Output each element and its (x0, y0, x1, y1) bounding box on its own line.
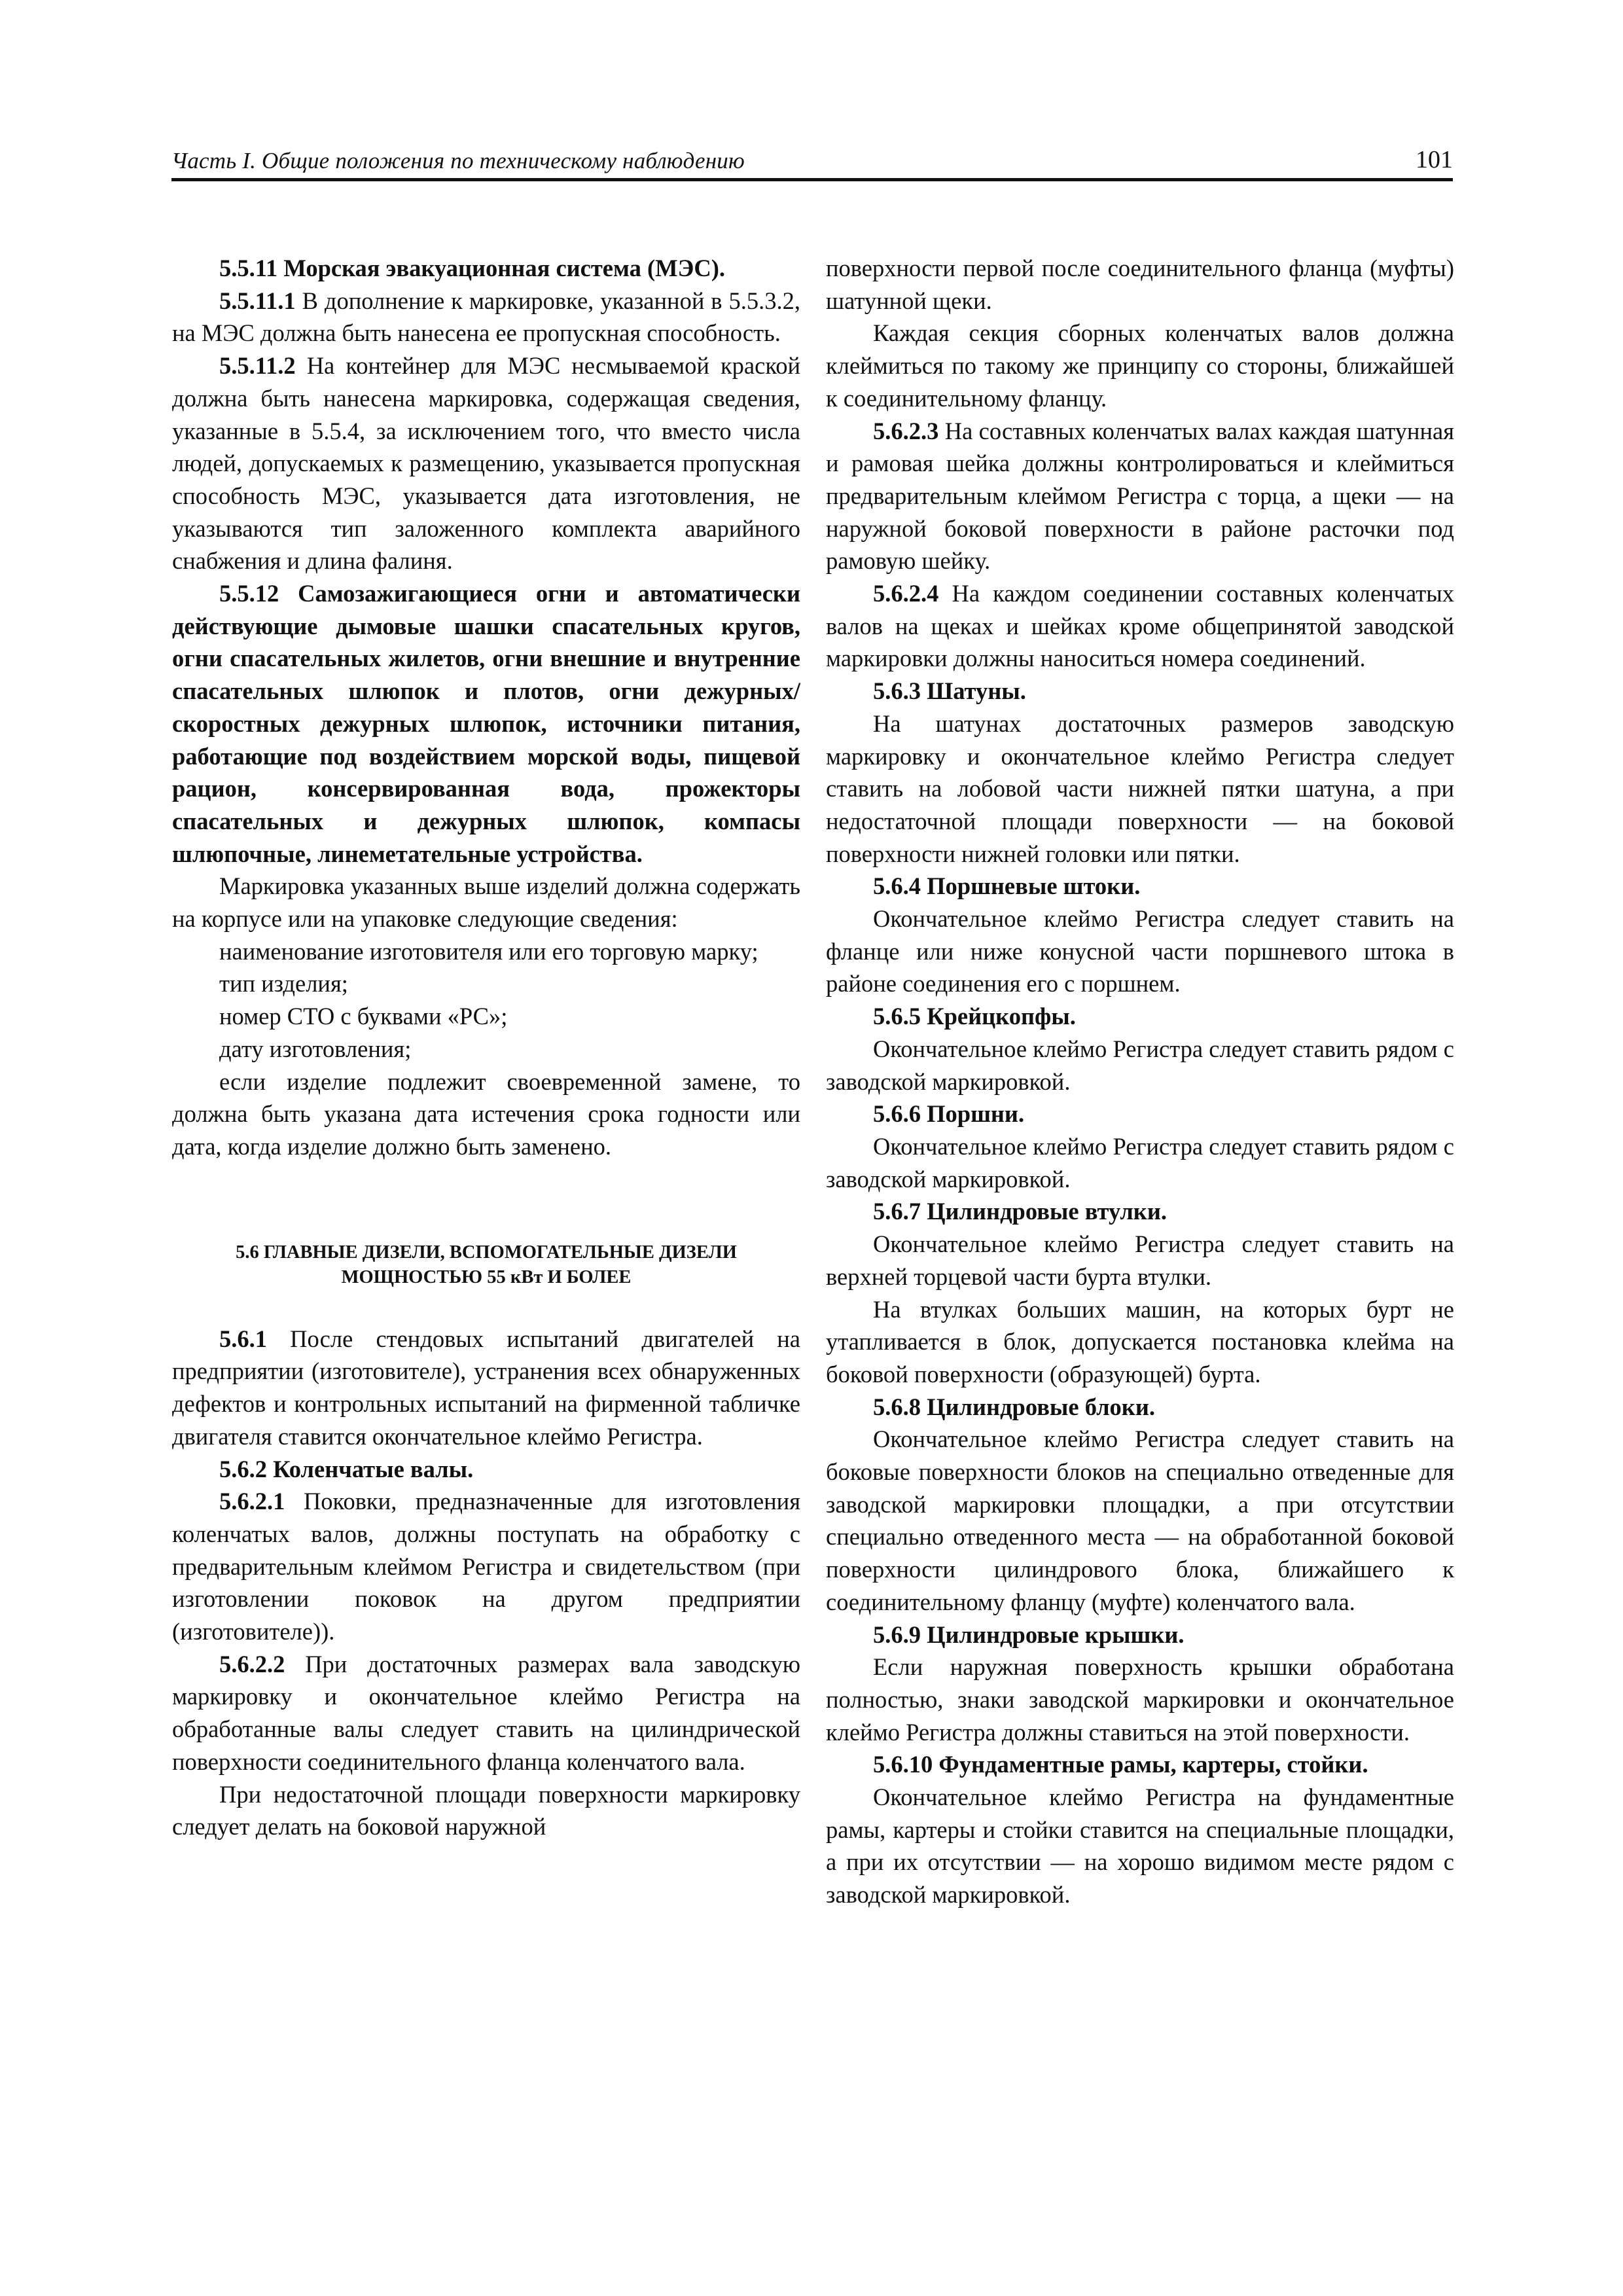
clause-heading: 5.6.7 Цилиндровые втулки. (873, 1198, 1167, 1225)
paragraph-5-5-11 (172, 252, 800, 285)
running-title: Часть I. Общие положения по техническому наблюдению (171, 148, 745, 173)
paragraph-text: На шатунах достаточных размеров заводскую маркировку и окончательное клеймо Регистра следует ставить на лобовой части нижней пятки шатуна, а при недостаточной площади поверхности — на боковой поверхности нижней головки или пятки. (826, 709, 1454, 867)
section-heading-line: 5.6 ГЛАВНЫЕ ДИЗЕЛИ, ВСПОМОГАТЕЛЬНЫЕ ДИЗЕЛИ (236, 1242, 737, 1263)
paragraph-text: На составных коленчатых валах каждая шатунная и рамовая шейка должны контролироваться и клеймиться предварительным клеймом Регистра с торца, а щеки — на наружной боковой поверхности в районе расточки под рамовую шейку. (826, 417, 1454, 575)
paragraph-text: После стендовых испытаний двигателей на предприятии (изготовителе), устранения всех обнаруженных дефектов и контрольных испытаний на фирменной табличке двигателя ставится окончательное клеймо Регистра. (172, 1325, 800, 1450)
paragraph-text: Окончательное клеймо Регистра следует ставить рядом с заводской маркировкой. (826, 1132, 1454, 1193)
clause-number: 5.6.2.4 (873, 580, 939, 607)
paragraph-text: Окончательное клеймо Регистра следует ставить рядом с заводской маркировкой. (826, 1035, 1454, 1095)
clause-number: 5.5.11.1 (219, 287, 296, 314)
section-heading-5-6 (172, 1240, 800, 1290)
paragraph-text: На контейнер для МЭС несмываемой краской должна быть нанесена маркировка, содержащая сведения, указанные в 5.5.4, за исключением того, что вместо числа людей, допускаемых к размещению, указывается пропускная способность МЭС, указывается дата изготовления, не указываются тип заложенного комплекта аварийного снабжения и длина фалиня. (172, 352, 800, 575)
clause-number: 5.6.2.1 (219, 1488, 285, 1515)
section-heading-line: МОЩНОСТЬЮ 55 кВт И БОЛЕЕ (341, 1266, 632, 1287)
clause-number: 5.6.2.2 (219, 1650, 285, 1677)
clause-heading: 5.6.4 Поршневые штоки. (873, 872, 1141, 900)
paragraph-text: поверхности первой после соединительного фланца (муфты) шатунной щеки. (826, 255, 1454, 314)
paragraph-5-6-3 (826, 675, 1454, 708)
paragraph-5-6-2 (172, 1453, 800, 1486)
list-item: тип изделия; (219, 970, 348, 997)
paragraph-5-6-5 (826, 1000, 1454, 1033)
paragraph-text: Окончательное клеймо Регистра следует ставить на фланце или ниже конусной части поршневого штока в районе соединения его с поршнем. (826, 905, 1454, 997)
paragraph-5-6-2-3 (826, 415, 1454, 578)
paragraph-5-5-11-1 (172, 285, 800, 350)
paragraph-5-5-12: 5.5.12 Самозажигающиеся огни и автоматически действующие дымовые шашки спасательных кругов, огни спасательных жилетов, огни внешние и внутренние спасательных шлюпок и плотов, огни дежурных/скоростных дежурных шлюпок, источники питания, работающие под воздействием морской воды, пищевой рацион, консервированная вода, прожекторы спасательных и дежурных шлюпок, компасы шлюпочные, линеметательные устройства. (172, 580, 800, 867)
list-item: номер СТО с буквами «РС»; (219, 1003, 508, 1030)
paragraph-text: Если наружная поверхность крышки обработана полностью, знаки заводской маркировки и окончательное клеймо Регистра должны ставиться на этой поверхности. (826, 1653, 1454, 1746)
left-column (172, 252, 800, 1843)
clause-heading: 5.6.5 Крейцкопфы. (873, 1003, 1076, 1030)
paragraph-text: Маркировка указанных выше изделий должна содержать на корпусе или на упаковке следующие сведения: (172, 872, 800, 933)
paragraph-5-6-8 (826, 1391, 1454, 1424)
clause-number: 5.5.11.2 (219, 352, 296, 380)
paragraph-text: На втулках больших машин, на которых бурт не утапливается в блок, допускается постановка клейма на боковой поверхности (образующей) бурта. (826, 1295, 1454, 1388)
clause-heading: 5.6.10 Фундаментные рамы, картеры, стойки. (873, 1751, 1368, 1778)
paragraph-5-6-2-4 (826, 577, 1454, 675)
page-number: 101 (1416, 146, 1453, 173)
list-item: если изделие подлежит своевременной замене, то должна быть указана дата истечения срока годности или дата, когда изделие должно быть заменено. (172, 1067, 800, 1160)
paragraph-5-6-10 (826, 1748, 1454, 1781)
paragraph-text: При недостаточной площади поверхности маркировку следует делать на боковой наружной (172, 1780, 800, 1840)
paragraph-5-6-2-2 (172, 1648, 800, 1778)
paragraph-text: Окончательное клеймо Регистра следует ставить на верхней торцевой части бурта втулки. (826, 1230, 1454, 1290)
paragraph-5-6-4 (826, 870, 1454, 903)
paragraph-text: Окончательное клеймо Регистра на фундаментные рамы, картеры и стойки ставится на специальные площадки, а при их отсутствии — на хорошо видимом месте рядом с заводской маркировкой. (826, 1784, 1454, 1909)
clause-number: 5.6.1 (219, 1325, 267, 1352)
right-column (826, 252, 1454, 1911)
paragraph-5-6-2-1 (172, 1485, 800, 1648)
paragraph-text: При достаточных размерах вала заводскую маркировку и окончательное клеймо Регистра на обработанные валы следует ставить на цилиндрической поверхности соединительного фланца коленчатого вала. (172, 1650, 800, 1775)
list-item: наименование изготовителя или его торговую марку; (219, 937, 758, 965)
paragraph-5-5-11-2 (172, 350, 800, 577)
clause-heading: 5.6.8 Цилиндровые блоки. (873, 1393, 1155, 1420)
paragraph-text: В дополнение к маркировке, указанной в 5.5.3.2, на МЭС должна быть нанесена ее пропускная способность. (172, 287, 800, 347)
clause-heading: 5.6.6 Поршни. (873, 1100, 1025, 1128)
list-item: дату изготовления; (219, 1035, 412, 1062)
paragraph-5-6-1 (172, 1323, 800, 1453)
clause-number: 5.6.2.3 (873, 417, 939, 444)
paragraph-5-6-6 (826, 1098, 1454, 1130)
paragraph-text: Окончательное клеймо Регистра следует ставить на боковые поверхности блоков на специально отведенные для заводской маркировки площадки, а при отсутствии специально отведенного места — на обработанной боковой поверхности цилиндрового блока, ближайшего к соединительному фланцу (муфте) коленчатого вала. (826, 1426, 1454, 1615)
paragraph-text: Поковки, предназначенные для изготовления коленчатых валов, должны поступать на обработку с предварительным клеймом Регистра и свидетельством (при изготовлении поковок на другом предприятии (изготовителе)). (172, 1488, 800, 1645)
clause-heading: 5.6.2 Коленчатые валы. (219, 1455, 474, 1482)
paragraph-text: На каждом соединении составных коленчатых валов на щеках и шейках кроме общепринятой заводской маркировки должны наноситься номера соединений. (826, 580, 1454, 672)
paragraph-5-6-7 (826, 1195, 1454, 1228)
paragraph-text: Каждая секция сборных коленчатых валов должна клеймиться по такому же принципу со стороны, ближайшей к соединительному фланцу. (826, 319, 1454, 412)
paragraph-5-6-9 (826, 1619, 1454, 1651)
clause-heading: 5.6.9 Цилиндровые крышки. (873, 1621, 1185, 1648)
clause-heading: 5.5.11 Морская эвакуационная система (МЭС). (219, 255, 725, 281)
running-header (171, 139, 1453, 181)
clause-heading: 5.6.3 Шатуны. (873, 677, 1026, 705)
